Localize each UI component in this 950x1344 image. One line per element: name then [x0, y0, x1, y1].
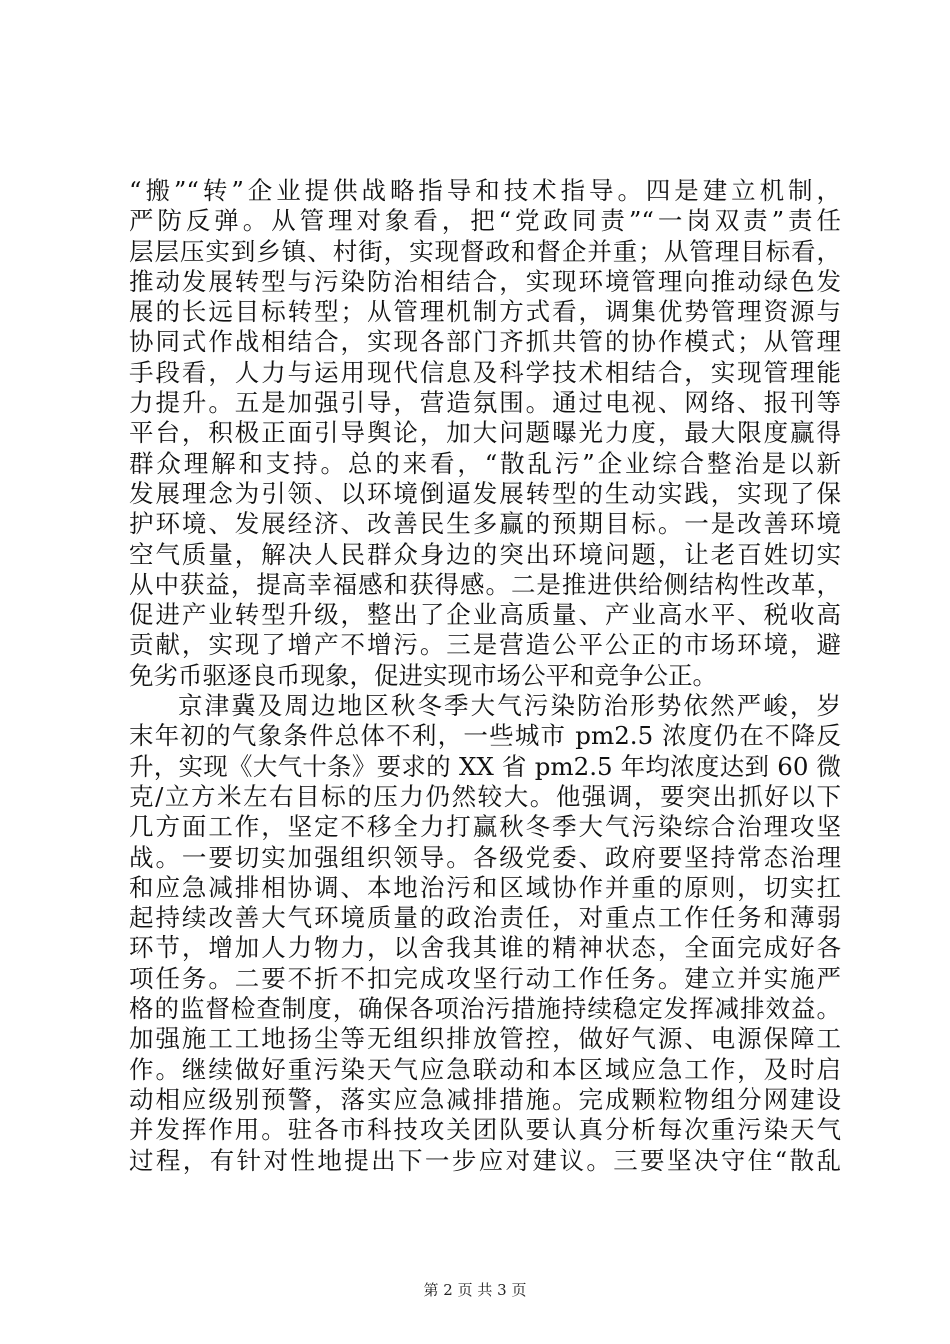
- text-line: 作。继续做好重污染天气应急联动和本区域应急工作，及时启: [129, 1054, 841, 1084]
- text-line: 过程，有针对性地提出下一步应对建议。三要坚决守住“散乱: [129, 1145, 841, 1175]
- text-line: 并发挥作用。驻各市科技攻关团队要认真分析每次重污染天气: [129, 1115, 841, 1145]
- page-footer: 第 2 页 共 3 页: [423, 1281, 527, 1299]
- paragraph: [129, 176, 841, 691]
- text-line: 贡献，实现了增产不增污。三是营造公平公正的市场环境，避: [129, 630, 841, 660]
- text-line: 平台，积极正面引导舆论，加大问题曝光力度，最大限度赢得: [129, 418, 841, 448]
- text-line: 动相应级别预警，落实应急减排措施。完成颗粒物组分网建设: [129, 1084, 841, 1114]
- text-line: “搬”“转”企业提供战略指导和技术指导。四是建立机制，: [129, 176, 841, 205]
- text-line: 群众理解和支持。总的来看，“散乱污”企业综合整治是以新: [129, 448, 841, 478]
- text-line: 展的长远目标转型；从管理机制方式看，调集优势管理资源与: [129, 297, 841, 327]
- paragraph: [129, 691, 841, 1176]
- text-line: 加强施工工地扬尘等无组织排放管控，做好气源、电源保障工: [129, 1024, 841, 1054]
- text-line: 京津冀及周边地区秋冬季大气污染防治形势依然严峻，岁: [178, 691, 841, 721]
- text-line: 格的监督检查制度，确保各项治污措施持续稳定发挥减排效益。: [129, 994, 841, 1024]
- document-body: [129, 176, 841, 1176]
- text-line: 环节，增加人力物力，以舍我其谁的精神状态，全面完成好各: [129, 933, 841, 963]
- text-line: 克/立方米左右目标的压力仍然较大。他强调，要突出抓好以下: [129, 781, 841, 811]
- text-line: 从中获益，提高幸福感和获得感。二是推进供给侧结构性改革，: [129, 569, 841, 599]
- text-line: 免劣币驱逐良币现象，促进实现市场公平和竞争公正。: [129, 660, 717, 690]
- text-line: 层层压实到乡镇、村街，实现督政和督企并重；从管理目标看，: [129, 236, 841, 266]
- text-line: 起持续改善大气环境质量的政治责任，对重点工作任务和薄弱: [129, 903, 841, 933]
- text-line: 推动发展转型与污染防治相结合，实现环境管理向推动绿色发: [129, 266, 841, 296]
- text-line: 协同式作战相结合，实现各部门齐抓共管的协作模式；从管理: [129, 327, 841, 357]
- text-line: 几方面工作，坚定不移全力打赢秋冬季大气污染综合治理攻坚: [129, 812, 841, 842]
- text-line: 促进产业转型升级，整出了企业高质量、产业高水平、税收高: [129, 600, 841, 630]
- text-line: 战。一要切实加强组织领导。各级党委、政府要坚持常态治理: [129, 842, 841, 872]
- text-line: 末年初的气象条件总体不利，一些城市 pm2.5 浓度仍在不降反: [129, 721, 841, 751]
- text-line: 发展理念为引领、以环境倒逼发展转型的生动实践，实现了保: [129, 478, 841, 508]
- text-line: 力提升。五是加强引导，营造氛围。通过电视、网络、报刊等: [129, 388, 841, 418]
- text-line: 护环境、发展经济、改善民生多赢的预期目标。一是改善环境: [129, 509, 841, 539]
- text-line: 手段看，人力与运用现代信息及科学技术相结合，实现管理能: [129, 357, 841, 387]
- text-line: 空气质量，解决人民群众身边的突出环境问题，让老百姓切实: [129, 539, 841, 569]
- text-line: 和应急减排相协调、本地治污和区域协作并重的原则，切实扛: [129, 872, 841, 902]
- text-line: 严防反弹。从管理对象看，把“党政同责”“一岗双责”责任: [129, 206, 841, 236]
- text-line: 升，实现《大气十条》要求的 XX 省 pm2.5 年均浓度达到 60 微: [129, 751, 841, 781]
- text-line: 项任务。二要不折不扣完成攻坚行动工作任务。建立并实施严: [129, 963, 841, 993]
